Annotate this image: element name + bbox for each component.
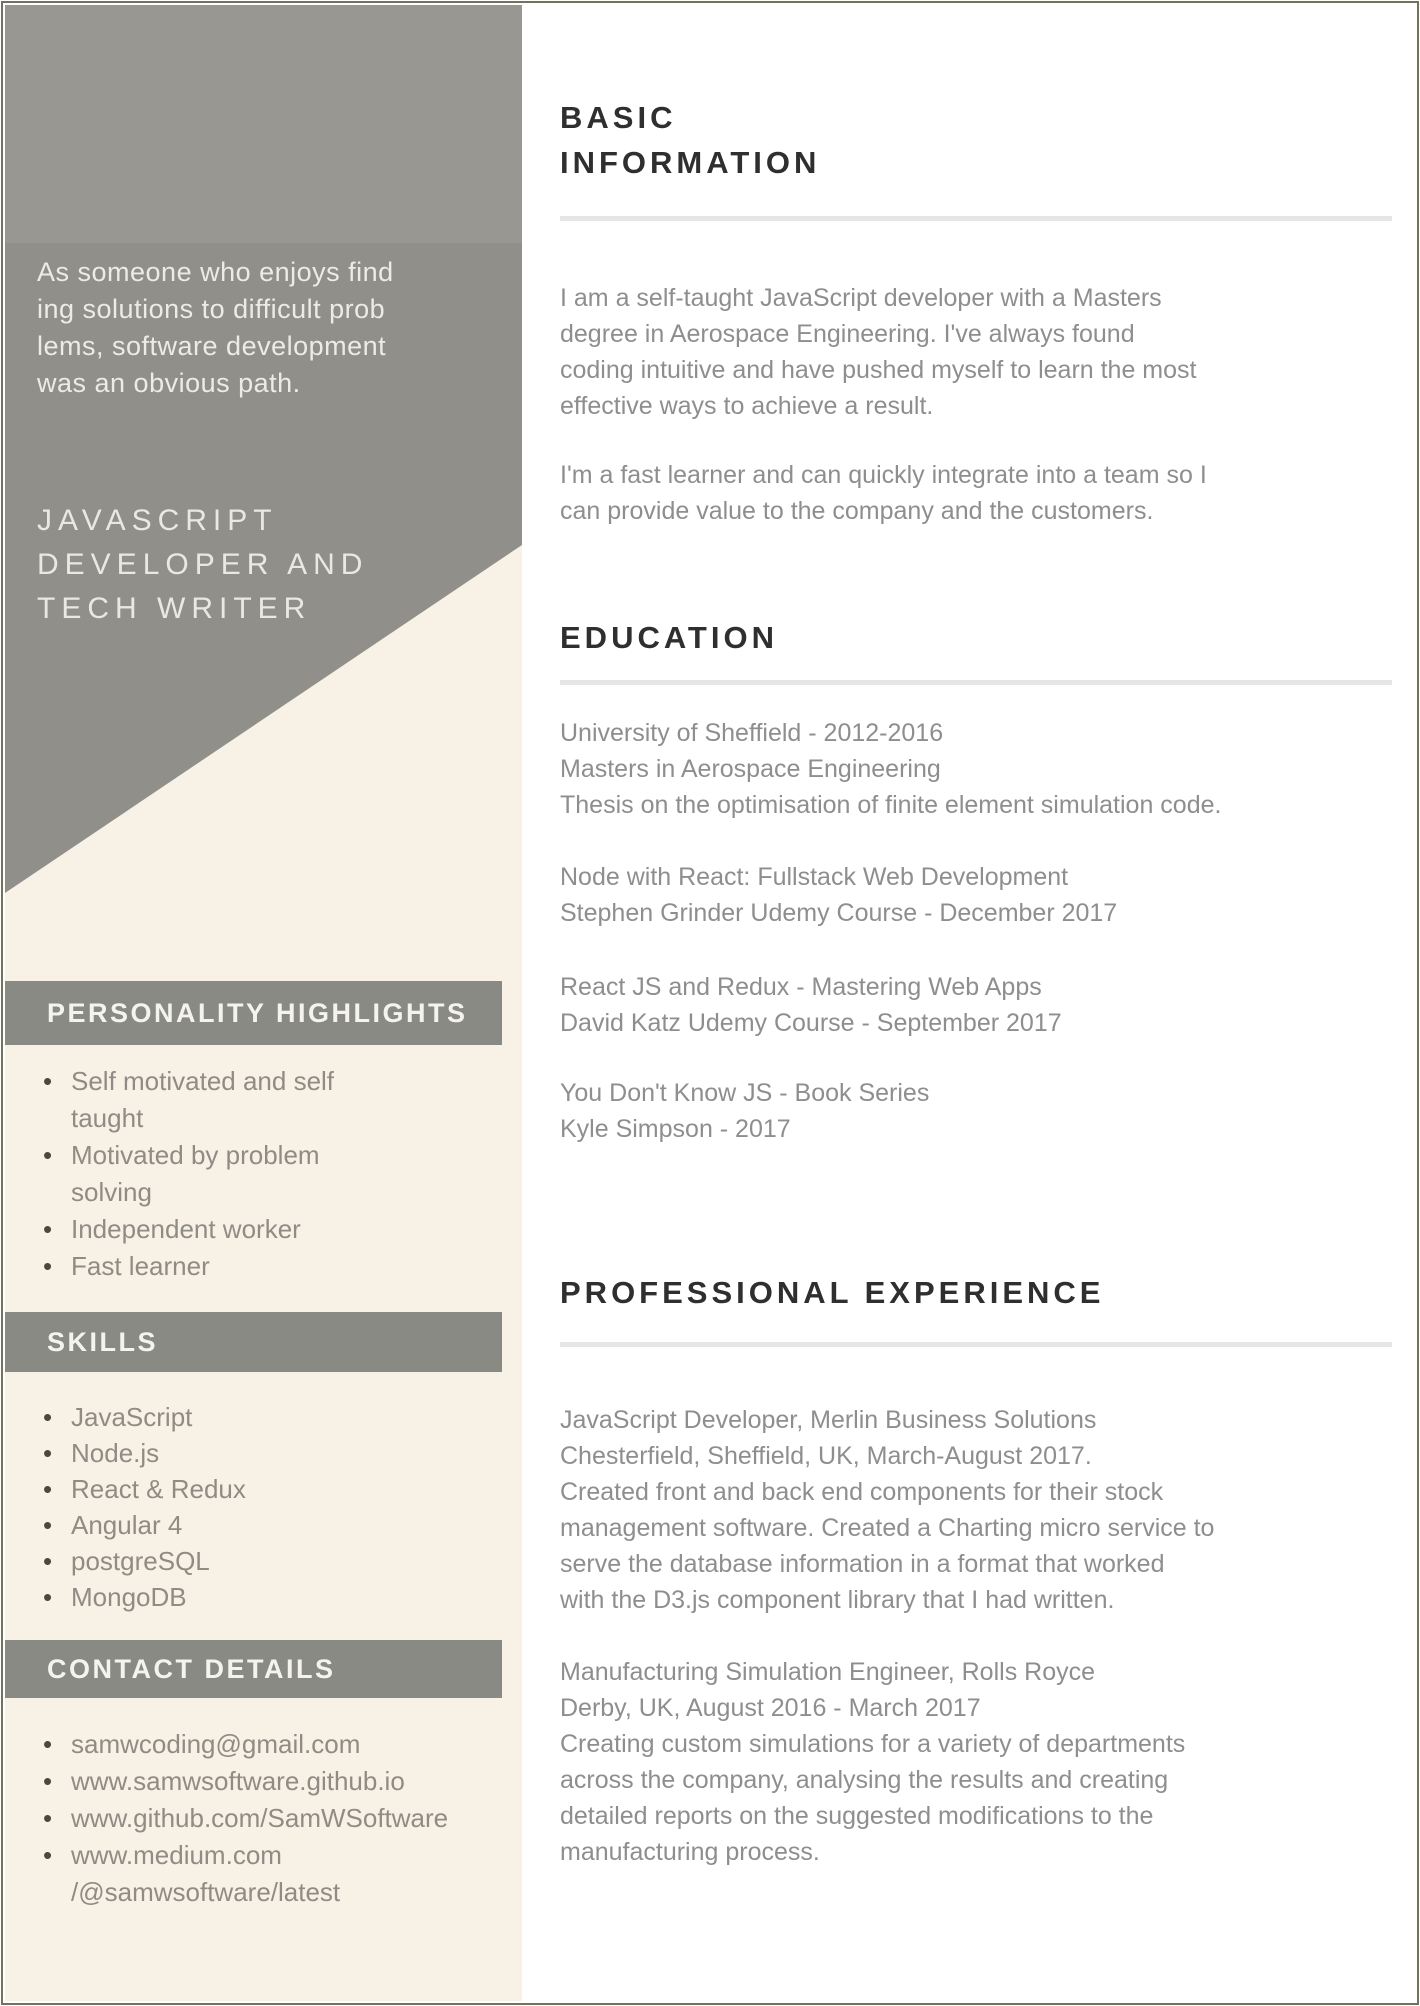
intro-line: As someone who enjoys find (37, 257, 394, 287)
text-line: I'm a fast learner and can quickly integrate into a team so I (560, 461, 1207, 489)
text-line: Chesterfield, Sheffield, UK, March-August 2017. (560, 1442, 1092, 1470)
job-title-line: TECH WRITER (37, 592, 312, 625)
job-entry-merlin (560, 1402, 1214, 1618)
section-divider (560, 216, 1392, 221)
contact-website: • www.samwsoftware.github.io (43, 1763, 488, 1800)
list-item: • Motivated by problem solving (43, 1137, 373, 1211)
heading-line: PROFESSIONAL EXPERIENCE (560, 1275, 1105, 1310)
list-item: • Independent worker (43, 1211, 373, 1248)
heading-line: INFORMATION (560, 145, 821, 180)
text-line: React JS and Redux - Mastering Web Apps (560, 973, 1042, 1001)
basic-info-paragraph-1 (560, 280, 1197, 424)
contact-details-header: CONTACT DETAILS (5, 1640, 502, 1698)
text-line: serve the database information in a format that worked (560, 1550, 1165, 1578)
personality-list (43, 1063, 373, 1285)
education-entry-node-react (560, 859, 1117, 931)
personality-highlights-header: PERSONALITY HIGHLIGHTS (5, 981, 502, 1045)
text-line: degree in Aerospace Engineering. I've always found (560, 320, 1135, 348)
basic-info-paragraph-2 (560, 457, 1207, 529)
intro-line: lems, software development (37, 331, 387, 361)
intro-line: ing solutions to difficult prob (37, 294, 386, 324)
basic-information-heading (560, 95, 820, 185)
list-item: • Fast learner (43, 1248, 373, 1285)
text-line: Creating custom simulations for a variety of departments (560, 1730, 1186, 1758)
text-line: You Don't Know JS - Book Series (560, 1079, 930, 1107)
skills-list (43, 1399, 443, 1615)
sidebar-top-band (5, 5, 522, 243)
text-line: Stephen Grinder Udemy Course - December 2017 (560, 899, 1118, 927)
list-item: • Angular 4 (43, 1507, 443, 1543)
text-line: Created front and back end components for their stock (560, 1478, 1164, 1506)
text-line: can provide value to the company and the customers. (560, 497, 1154, 525)
section-divider (560, 1342, 1392, 1347)
text-line: management software. Created a Charting micro service to (560, 1514, 1215, 1542)
contact-list (43, 1726, 488, 1911)
job-entry-rolls-royce (560, 1654, 1185, 1870)
text-line: Kyle Simpson - 2017 (560, 1115, 791, 1143)
sidebar (5, 5, 522, 2001)
list-item: • Self motivated and self taught (43, 1063, 373, 1137)
text-line: I am a self-taught JavaScript developer with a Masters (560, 284, 1162, 312)
text-line: with the D3.js component library that I had written. (560, 1586, 1115, 1614)
education-entry-university (560, 715, 1221, 823)
text-line: JavaScript Developer, Merlin Business Solutions (560, 1406, 1097, 1434)
section-divider (560, 680, 1392, 685)
text-line: coding intuitive and have pushed myself to learn the most (560, 356, 1197, 384)
text-line: manufacturing process. (560, 1838, 820, 1866)
main-content (522, 0, 1420, 2006)
text-line: Derby, UK, August 2016 - March 2017 (560, 1694, 981, 1722)
text-line: University of Sheffield - 2012-2016 (560, 719, 944, 747)
intro-statement (37, 254, 394, 402)
intro-line: was an obvious path. (37, 368, 301, 398)
text-line: detailed reports on the suggested modifications to the (560, 1802, 1154, 1830)
education-heading (560, 615, 778, 660)
text-line: Masters in Aerospace Engineering (560, 755, 941, 783)
job-title (37, 499, 368, 631)
education-entry-ydkjs (560, 1075, 929, 1147)
list-item: • React & Redux (43, 1471, 443, 1507)
text-line: across the company, analysing the results and creating (560, 1766, 1169, 1794)
contact-github: • www.github.com/SamWSoftware (43, 1800, 488, 1837)
list-item: • MongoDB (43, 1579, 443, 1615)
contact-email: • samwcoding@gmail.com (43, 1726, 488, 1763)
job-title-line: JAVASCRIPT (37, 504, 278, 537)
text-line: effective ways to achieve a result. (560, 392, 934, 420)
list-item: • Node.js (43, 1435, 443, 1471)
heading-line: EDUCATION (560, 620, 778, 655)
education-entry-react-redux (560, 969, 1062, 1041)
heading-line: BASIC (560, 100, 677, 135)
text-line: Manufacturing Simulation Engineer, Rolls Royce (560, 1658, 1095, 1686)
professional-experience-heading (560, 1270, 1104, 1315)
skills-header: SKILLS (5, 1312, 502, 1372)
list-item: • postgreSQL (43, 1543, 443, 1579)
contact-medium: • www.medium.com /@samwsoftware/latest (43, 1837, 488, 1911)
text-line: David Katz Udemy Course - September 2017 (560, 1009, 1062, 1037)
text-line: Thesis on the optimisation of finite element simulation code. (560, 791, 1222, 819)
text-line: Node with React: Fullstack Web Development (560, 863, 1069, 891)
list-item: • JavaScript (43, 1399, 443, 1435)
job-title-line: DEVELOPER AND (37, 548, 369, 581)
